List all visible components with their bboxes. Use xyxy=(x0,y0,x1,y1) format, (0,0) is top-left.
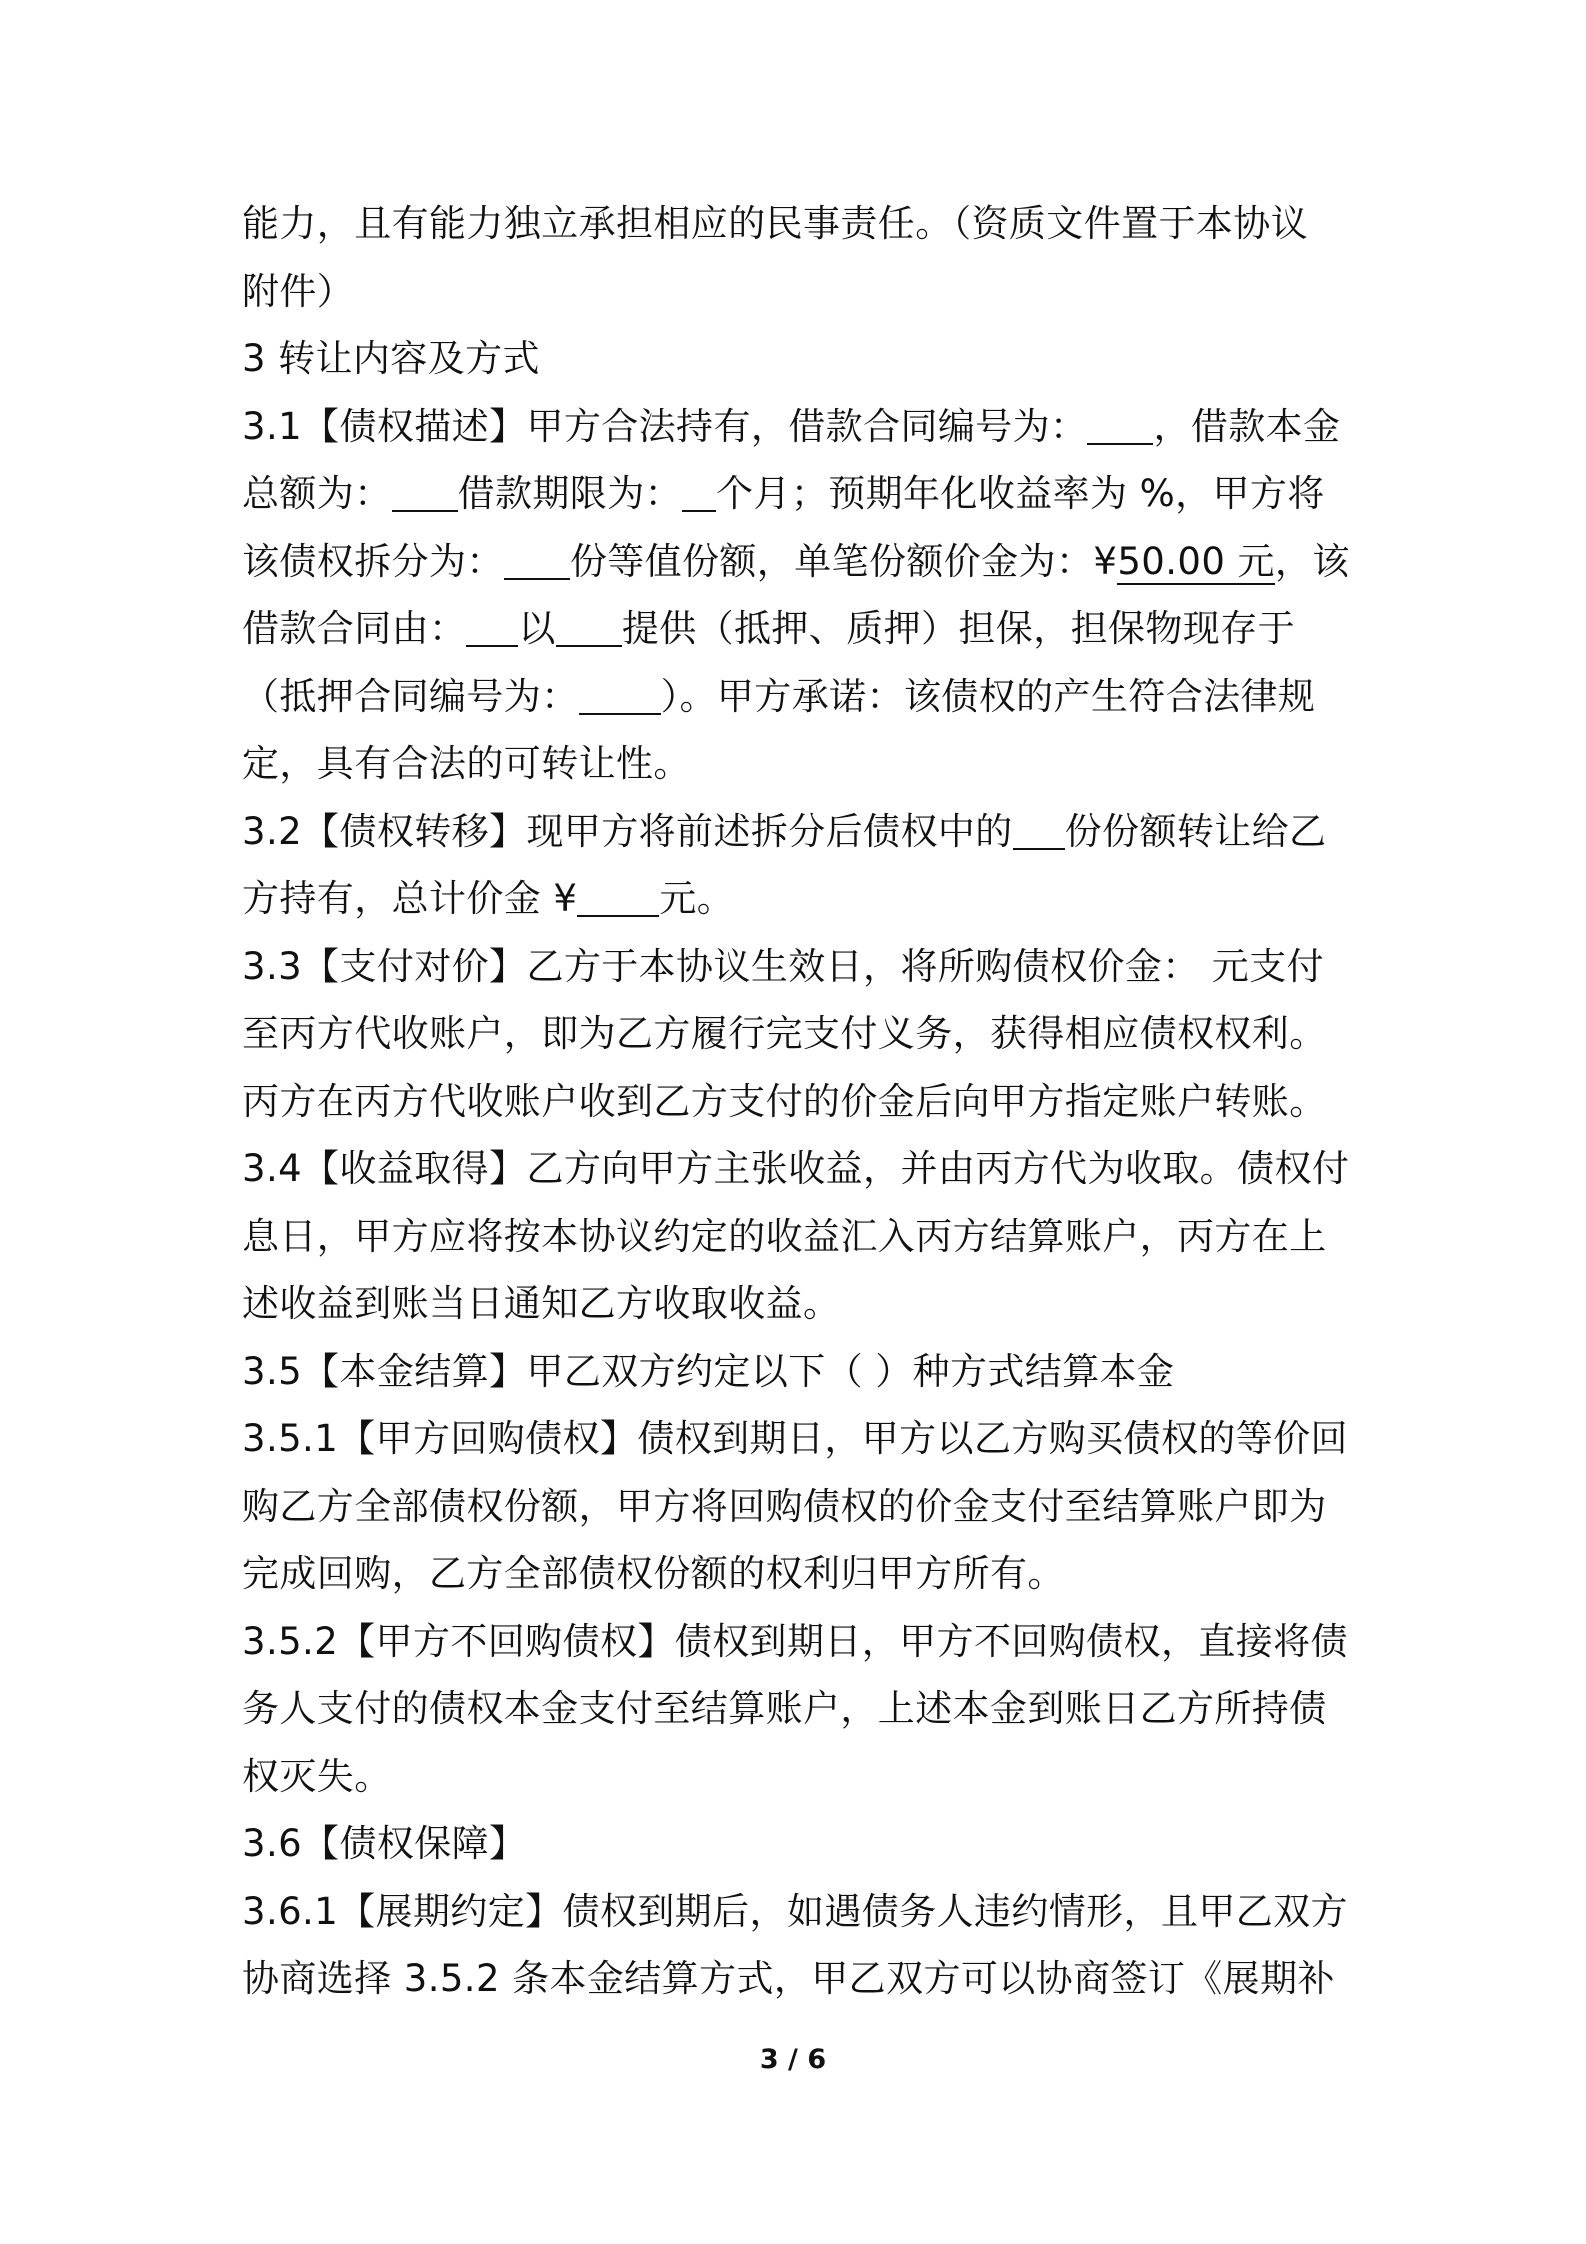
text-line: 息日，甲方应将按本协议约定的收益汇入丙方结算账户，丙方在上 xyxy=(242,1214,1327,1258)
text-line: 购乙方全部债权份额，甲方将回购债权的价金支付至结算账户即为 xyxy=(242,1484,1327,1528)
text-segment: 借款合同由： xyxy=(242,607,467,650)
text-segment: ）。甲方承诺：该债权的产生符合法律规 xyxy=(660,674,1316,718)
blank-loan-term xyxy=(682,470,716,512)
blank-share-count xyxy=(504,538,570,580)
text-line: 至丙方代收账户，即为乙方履行完支付义务，获得相应债权权利。 xyxy=(242,1012,1327,1055)
document-page xyxy=(242,190,1352,2013)
text-segment: ，该 xyxy=(1274,539,1350,583)
text-line: 完成回购，乙方全部债权份额的权利归甲方所有。 xyxy=(242,1552,1065,1595)
blank-mortgage-contract-number xyxy=(579,673,661,715)
blank-collateral xyxy=(556,605,622,647)
text-line: 述收益到账当日通知乙方收取收益。 xyxy=(242,1282,841,1325)
text-segment: 以 xyxy=(518,607,556,650)
text-line: 附件） xyxy=(242,269,355,313)
text-segment: 3.2【债权转移】现甲方将前述拆分后债权中的 xyxy=(242,809,1013,853)
text-segment: 份份额转让给乙 xyxy=(1064,809,1327,853)
blank-principal-amount xyxy=(392,470,458,512)
text-line: 3.5.1【甲方回购债权】债权到期日，甲方以乙方购买债权的等价回 xyxy=(242,1417,1348,1460)
page-number: 3 / 6 xyxy=(759,2044,827,2075)
text-segment: （抵押合同编号为： xyxy=(242,674,579,718)
blank-contract-number xyxy=(1087,403,1153,445)
text-segment: 提供（抵押、质押）担保，担保物现存于 xyxy=(621,607,1296,650)
text-line: 定，具有合法的可转让性。 xyxy=(242,742,691,785)
text-segment: 3.1【债权描述】甲方合法持有，借款合同编号为： xyxy=(242,404,1088,448)
text-line: 丙方在丙方代收账户收到乙方支付的价金后向甲方指定账户转账。 xyxy=(242,1079,1327,1123)
clause-3-2-line xyxy=(242,798,1352,866)
text-segment: ，借款本金 xyxy=(1153,404,1341,448)
text-line: 协商选择 3.5.2 条本金结算方式，甲乙双方可以协商签订《展期补 xyxy=(242,1957,1335,2000)
clause-3-1-line xyxy=(242,528,1352,596)
text-segment: 元。 xyxy=(659,877,735,920)
text-line: 3.6【债权保障】 xyxy=(242,1822,527,1865)
clause-3-1-line xyxy=(242,595,1352,663)
text-line: 3.5【本金结算】甲乙双方约定以下（ ）种方式结算本金 xyxy=(242,1349,1175,1393)
text-line: 3.4【收益取得】乙方向甲方主张收益，并由丙方代为收取。债权付 xyxy=(242,1147,1350,1190)
text-segment: 借款期限为： xyxy=(457,472,683,515)
text-segment: 份等值份额，单笔份额价金为：¥ xyxy=(569,539,1118,583)
text-line: 3.6.1【展期约定】债权到期后，如遇债务人违约情形，且甲乙双方 xyxy=(242,1889,1348,1933)
text-line: 权灭失。 xyxy=(242,1754,392,1798)
clause-3-1-line xyxy=(242,663,1352,731)
text-line: 3.5.2【甲方不回购债权】债权到期日，甲方不回购债权，直接将债 xyxy=(242,1619,1348,1663)
blank-guarantor xyxy=(466,605,518,647)
blank-transfer-shares xyxy=(1013,808,1065,850)
text-segment: 方持有，总计价金 ¥ xyxy=(242,877,578,920)
text-line: 能力，且有能力独立承担相应的民事责任。（资质文件置于本协议 xyxy=(242,202,1309,245)
text-line: 务人支付的债权本金支付至结算账户，上述本金到账日乙方所持债 xyxy=(242,1687,1327,1730)
text-line: 3.3【支付对价】乙方于本协议生效日，将所购债权价金： 元支付 xyxy=(242,944,1325,988)
text-segment: 该债权拆分为： xyxy=(242,539,504,583)
text-segment: 个月；预期年化收益率为 %，甲方将 xyxy=(716,472,1325,515)
clause-3-2-line xyxy=(242,865,1352,933)
clause-3-1-line xyxy=(242,393,1352,461)
clause-3-1-line xyxy=(242,460,1352,528)
blank-total-price xyxy=(577,875,659,917)
section-heading: 3 转让内容及方式 xyxy=(242,337,540,380)
share-price-value: 50.00 元 xyxy=(1117,539,1275,583)
text-segment: 总额为： xyxy=(242,472,392,515)
